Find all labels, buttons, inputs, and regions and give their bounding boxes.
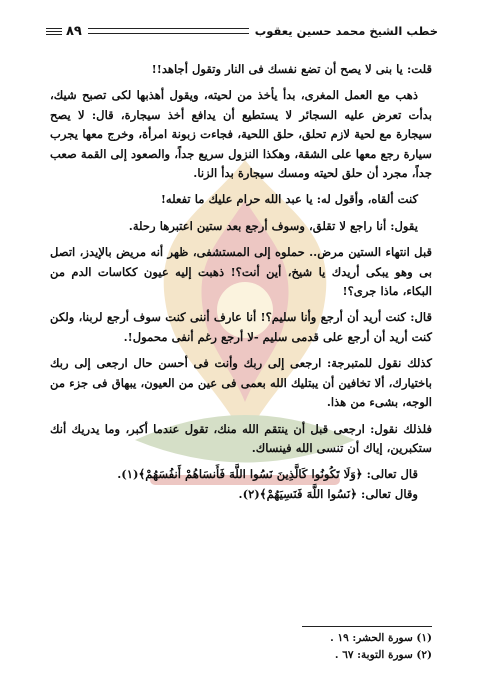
footnote: (٢) سورة التوبة: ٦٧ . bbox=[334, 649, 432, 661]
header-rule bbox=[88, 28, 249, 34]
running-header bbox=[46, 18, 438, 44]
verse-intro: وقال تعالى: bbox=[357, 486, 418, 501]
paragraph: كذلك نقول للمتبرجة: ارجعى إلى ربك وأنت فى أحسن حال ارجعى إلى ربك باختيارك، ألا تخافين أن يبتليك الله بعمى فى عين من العيون، يبهاق فى جزء من الوجه، بشىء من هذا. bbox=[50, 356, 432, 410]
footnote-separator bbox=[302, 626, 432, 627]
verse-reference: (٢). bbox=[238, 486, 260, 501]
paragraph: يقول: أنا راجع لا تقلق، وسوف أرجع بعد ستين اعتبرها رحلة. bbox=[128, 218, 418, 233]
paragraph: قال: كنت أريد أن أرجع وأنا سليم؟! أنا عارف أننى كنت سوف أرجع لربنا، ولكن كنت أريد أن أرجع على قدمى سليم -لا أرجع رغم أنفى محمول!. bbox=[50, 310, 432, 344]
header-title: خطب الشيخ محمد حسين يعقوب bbox=[254, 24, 438, 38]
verse-text: ﴿نَسُوا اللَّهَ فَنَسِيَهُمْ﴾ bbox=[259, 486, 357, 501]
verse-intro: قال تعالى: bbox=[362, 467, 418, 482]
paragraph: قلت: يا بنى لا يصح أن تضع نفسك فى النار وتقول أجاهد!! bbox=[151, 62, 432, 76]
paragraph: فلذلك نقول: ارجعى قبل أن ينتقم الله منك، تقول عندما أكبر، وما يدريك أنك ستكبرين، إياك أن تنسى الله فينساك. bbox=[50, 421, 432, 455]
header-ornament bbox=[46, 28, 62, 35]
verse-text: ﴿وَلَا تَكُونُوا كَالَّذِينَ نَسُوا اللَّهَ فَأَنسَاهُمْ أَنفُسَهُمْ﴾ bbox=[138, 467, 363, 482]
quran-verse-line bbox=[50, 465, 432, 484]
paragraph: قبل انتهاء الستين مرض.. حملوه إلى المستشفى، ظهر أنه مريض بالإيدز، اتصل بى وهو يبكى أريدك يا شيخ، أين أنت؟! ذهبت إليه عيون ككاسات الدم من البكاء، ماذا جرى؟! bbox=[50, 245, 432, 299]
quran-verse-line bbox=[50, 485, 432, 504]
paragraph: ذهب مع العمل المغرى، بدأ يأخذ من لحيته، ويقول أهذبها لكى تصبح شيك، بدأت تعرض عليه السجائر لا يستطيع أن يدافع أخذ سيجارة، قال: لا يصح سيجارة مع لحية لازم تحلق، حلق اللحية، فجاءت زبونة امرأة، وخرج معها يجرب سيارة رجع معها على الشقة، وهكذا النزول سريع جداً، والصعود إلى القمة صعب جداً، مجرد أن حلق لحيته ومسك سيجارة بدأ الزنا. bbox=[50, 88, 432, 181]
verse-reference: (١). bbox=[117, 467, 139, 482]
footnotes bbox=[50, 626, 432, 664]
page-number: ٨٩ bbox=[66, 23, 82, 39]
paragraph: كنت ألقاه، وأقول له: يا عبد الله حرام عليك ما تفعله! bbox=[160, 192, 418, 207]
page-body bbox=[50, 60, 432, 504]
footnote: (١) سورة الحشر: ١٩ . bbox=[330, 632, 432, 644]
